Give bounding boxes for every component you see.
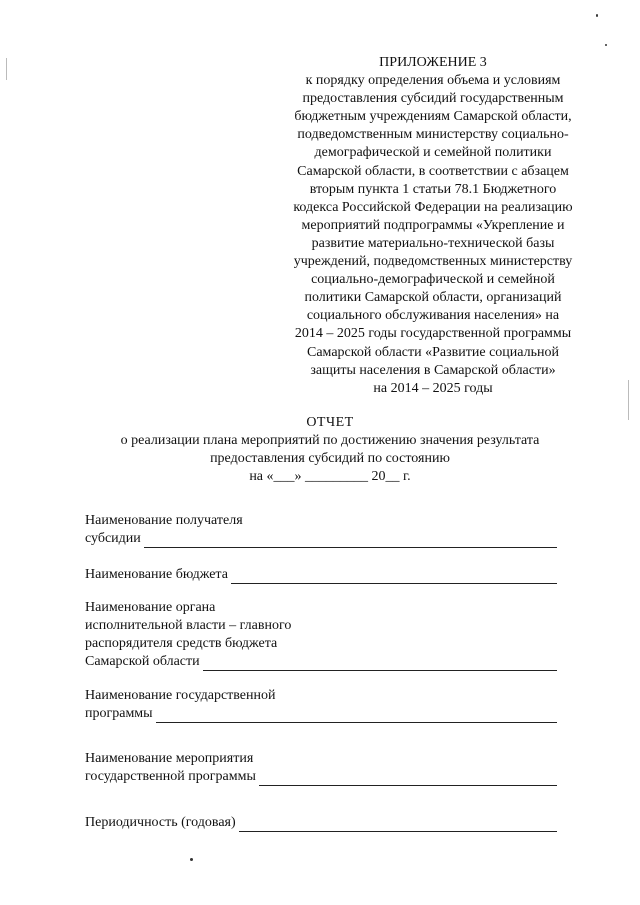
- recipient-label: Наименование получателя: [85, 513, 243, 528]
- appendix-line: к порядку определения объема и условиям: [305, 73, 561, 89]
- authority-label-2: исполнительной власти – главного: [85, 618, 292, 633]
- appendix-line: демографической и семейной политики: [314, 145, 552, 161]
- program-label: Наименование государственной: [85, 688, 276, 703]
- report-date-line: на «___» _________ 20__ г.: [249, 469, 411, 484]
- appendix-line: предоставления субсидий государственным: [302, 91, 564, 107]
- appendix-line: кодекса Российской Федерации на реализацию: [293, 199, 573, 215]
- program-field: [85, 687, 557, 723]
- appendix-line: учреждений, подведомственных министерству: [293, 254, 573, 270]
- event-label-cont: государственной программы: [85, 769, 256, 784]
- appendix-line: мероприятий подпрограммы «Укрепление и: [301, 217, 565, 233]
- appendix-title: ПРИЛОЖЕНИЕ 3: [379, 55, 487, 70]
- appendix-line: социально-демографической и семейной: [311, 272, 555, 288]
- report-heading: [60, 414, 600, 486]
- budget-field: [85, 566, 557, 584]
- budget-label: Наименование бюджета: [85, 567, 228, 582]
- scan-speck: [596, 14, 598, 17]
- recipient-field: [85, 512, 557, 548]
- appendix-block: [268, 54, 598, 398]
- program-label-cont: программы: [85, 706, 153, 721]
- report-title: ОТЧЕТ: [306, 415, 354, 430]
- budget-fill-line[interactable]: [231, 569, 557, 584]
- appendix-line: подведомственным министерству социально-: [297, 127, 569, 143]
- appendix-line: вторым пункта 1 статьи 78.1 Бюджетного: [309, 181, 557, 197]
- event-label: Наименование мероприятия: [85, 751, 254, 766]
- report-subtitle-cont: предоставления субсидий по состоянию: [210, 451, 450, 466]
- periodicity-label: Периодичность (годовая): [85, 815, 236, 830]
- authority-fill-line[interactable]: [203, 656, 557, 671]
- appendix-line: на 2014 – 2025 годы: [373, 380, 493, 396]
- recipient-label-cont: субсидии: [85, 531, 141, 546]
- appendix-line: 2014 – 2025 годы государственной программы: [294, 326, 572, 342]
- event-field: [85, 750, 557, 786]
- appendix-line: защиты населения в Самарской области»: [310, 362, 556, 378]
- appendix-line: социального обслуживания населения» на: [306, 308, 560, 324]
- scan-edge-mark: [628, 380, 629, 420]
- scan-edge-mark: [6, 58, 7, 80]
- scan-speck: [605, 44, 607, 46]
- scan-speck: [190, 858, 193, 861]
- appendix-line: Самарской области, в соответствии с абзацем: [297, 163, 569, 179]
- appendix-line: политики Самарской области, организаций: [304, 290, 562, 306]
- authority-label-4: Самарской области: [85, 654, 200, 669]
- periodicity-field: [85, 814, 557, 832]
- authority-label-3: распорядителя средств бюджета: [85, 636, 278, 651]
- appendix-line: Самарской области «Развитие социальной: [307, 344, 559, 360]
- periodicity-fill-line[interactable]: [239, 817, 557, 832]
- recipient-fill-line[interactable]: [144, 533, 557, 548]
- appendix-line: бюджетным учреждениям Самарской области,: [294, 109, 572, 125]
- program-fill-line[interactable]: [156, 708, 557, 723]
- authority-label: Наименование органа: [85, 600, 216, 615]
- event-fill-line[interactable]: [259, 771, 557, 786]
- authority-field: [85, 599, 557, 671]
- report-subtitle: о реализации плана мероприятий по достижению значения результата: [120, 433, 540, 448]
- appendix-line: развитие материально-технической базы: [311, 235, 555, 251]
